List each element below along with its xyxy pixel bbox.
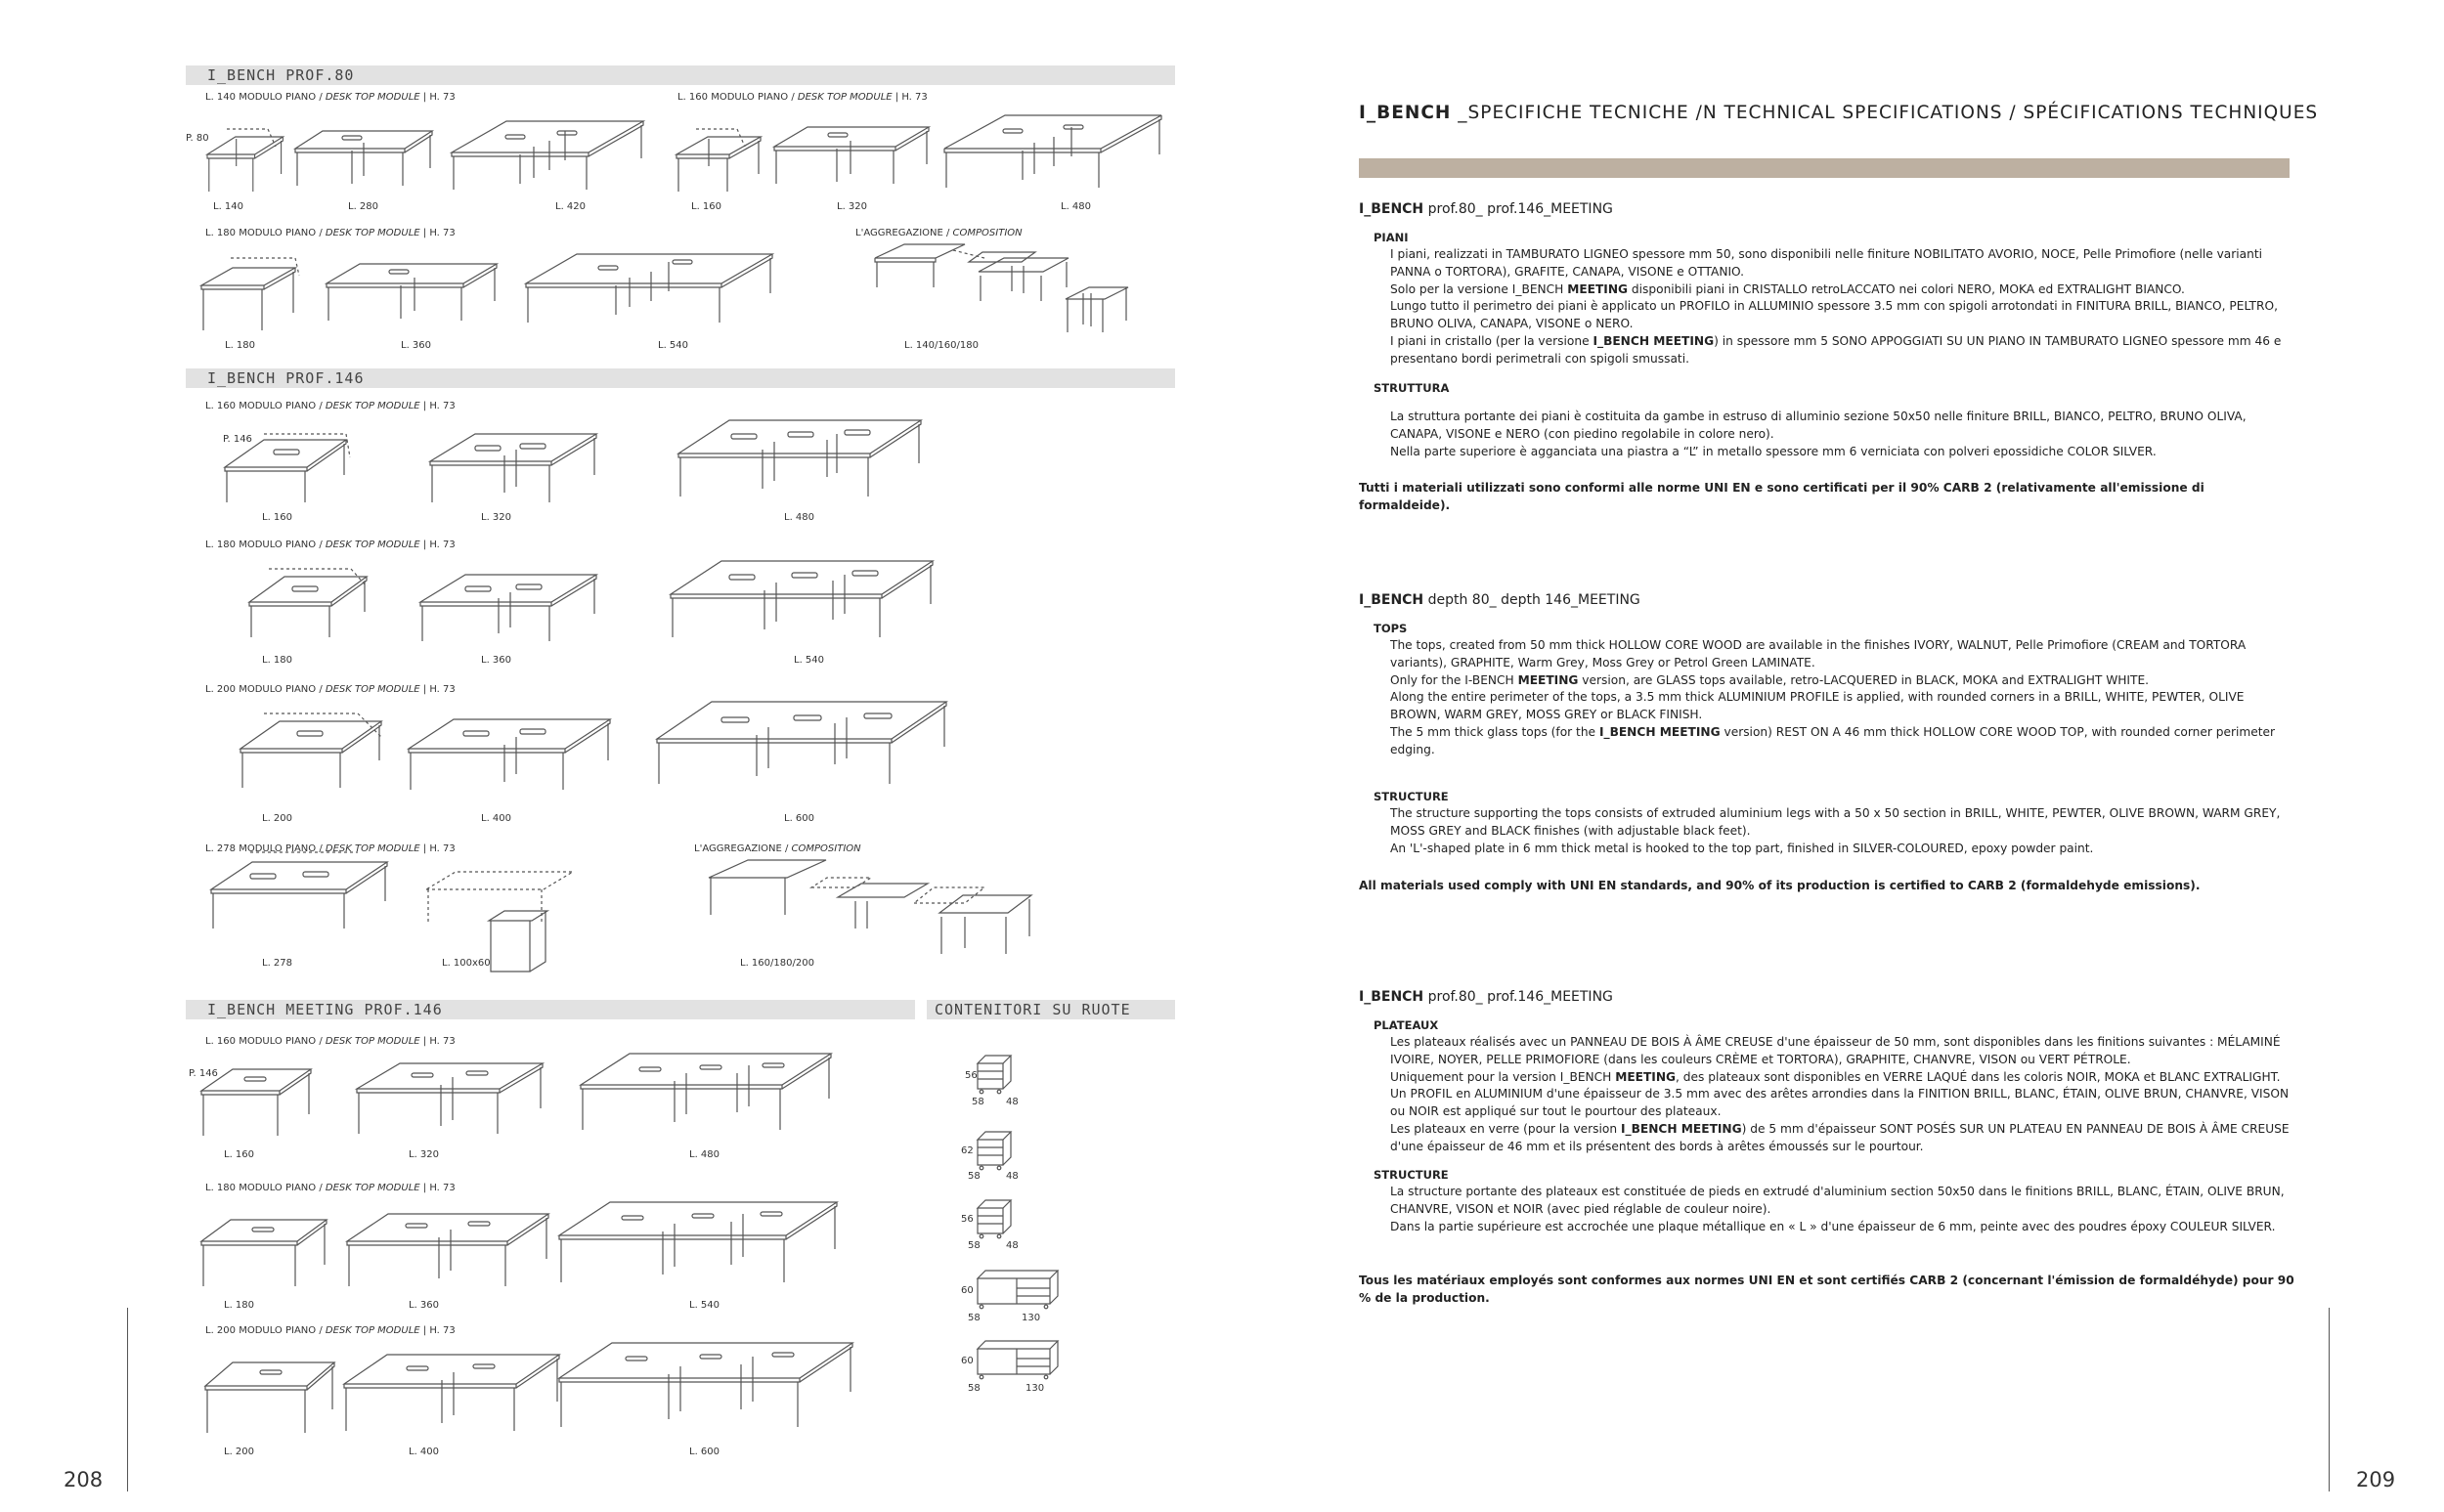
fr-heading: I_BENCH prof.80_ prof.146_MEETING (1359, 989, 1613, 1005)
module-label: L. 180 MODULO PIANO / DESK TOP MODULE | H. 73 (205, 1183, 456, 1193)
container-depth: 48 (1006, 1097, 1019, 1107)
module-label: L. 180 MODULO PIANO / DESK TOP MODULE | H. 73 (205, 228, 456, 238)
dim-label: L. 480 (784, 512, 815, 523)
dim-label: L. 320 (481, 512, 512, 523)
module-label: L. 180 MODULO PIANO / DESK TOP MODULE | H. 73 (205, 540, 456, 550)
section-title-prof80: I_BENCH PROF.80 (186, 65, 1175, 85)
page-rule-left (127, 1308, 128, 1491)
en-certification-note: All materials used comply with UNI EN standards, and 90% of its production is certified to CARB 2 (formaldehyde emissions). (1359, 879, 2201, 892)
dim-label: L. 200 (224, 1447, 255, 1457)
it-piani-text: I piani, realizzati in TAMBURATO LIGNEO spessore mm 50, sono disponibili nelle finiture NOBILITATO AVORIO, NOCE, Pelle Primofiore (nelle varianti PANNA o TORTORA), GRAFITE, CANAPA, VISONE e OTTANIO. Solo per la versione I_BENCH MEETING disponibili piani in CRISTALLO retroLACCATO nei colori NERO, MOKA ed EXTRALIGHT BIANCO. Lungo tutto il perimetro dei piani è applicato un PROFILO in ALLUMINIO spessore 3.5 mm con spigoli arrotondati in FINITURA BRILL, BIANCO, PELTRO, BRUNO OLIVA, CANAPA, VISONE o NERO. I piani in cristallo (per la versione I_BENCH MEETING) in spessore mm 5 SONO APPOGGIATI SU UN PIANO IN TAMBURATO LIGNEO spessore mm 46 e presentano bordi perimetrali con spigoli smussati. (1390, 247, 2282, 366)
composition-label: L'AGGREGAZIONE / COMPOSITION (694, 843, 861, 854)
dim-label: L. 360 (401, 340, 432, 351)
dim-label: L. 320 (837, 201, 868, 212)
fr-certification-note: Tous les matériaux employés sont conformes aux normes UNI EN et sont certifiés CARB 2 (concernant l'émission de formaldéhyde) pour 90 % de la production. (1359, 1274, 2294, 1305)
dim-label: L. 180 (225, 340, 256, 351)
container-height: 56 (961, 1214, 974, 1225)
fr-structure-text: La structure portante des plateaux est constituée de pieds en extrudé d'aluminium section 50x50 dans le finitions BRILL, BLANC, ÉTAIN, OLIVE BRUN, CHANVRE, VISON et NOIR (avec pied réglable de couleur noire). Dans la partie supérieure est accrochée une plaque métallique en « L » d'une épaisseur de 6 mm, peinte avec des poudres époxy COULEUR SILVER. (1390, 1185, 2285, 1233)
module-label: L. 140 MODULO PIANO / DESK TOP MODULE | H. 73 (205, 92, 456, 103)
composition-label: L'AGGREGAZIONE / COMPOSITION (855, 228, 1023, 238)
container-width: 58 (972, 1097, 984, 1107)
en-structure-text: The structure supporting the tops consists of extruded aluminium legs with a 50 x 50 section in BRILL, WHITE, PEWTER, OLIVE BROWN, WARM GREY, MOSS GREY and BLACK finishes (with adjustable black feet). An 'L'-shaped plate in 6 mm thick metal is hooked to the top part, finished in SILVER-COLOURED, epoxy powder paint. (1390, 806, 2281, 855)
section-title-contenitori: CONTENITORI SU RUOTE (927, 1000, 1175, 1019)
dim-label: L. 600 (784, 813, 815, 824)
container-width: 58 (968, 1313, 981, 1323)
dim-label: P. 146 (223, 434, 252, 445)
it-struttura-heading: STRUTTURA (1374, 381, 1450, 395)
fr-plateaux-heading: PLATEAUX (1374, 1018, 1439, 1032)
spec-title: I_BENCH _SPECIFICHE TECNICHE /N TECHNICAL SPECIFICATIONS / SPÉCIFICATIONS TECHNIQUES (1359, 103, 2319, 123)
accent-bar (1359, 158, 2290, 178)
page-rule-right (2329, 1308, 2330, 1491)
dim-label: L. 278 (262, 958, 293, 969)
dim-label: L. 180 (224, 1300, 255, 1311)
container-height: 60 (961, 1356, 974, 1366)
fr-plateaux-text: Les plateaux réalisés avec un PANNEAU DE BOIS À ÂME CREUSE d'une épaisseur de 50 mm, sont disponibles dans les finitions suivantes : MÉLAMINÉ IVOIRE, NOYER, PELLE PRIMOFIORE (dans les couleurs CRÈME et TORTORA), GRAPHITE, CHANVRE, VISON ou VERT PÉTROLE. Uniquement pour la version I_BENCH MEETING, des plateaux sont disponibles en VERRE LAQUÉ dans les coloris NOIR, MOKA et BLANC EXTRALIGHT. Un PROFIL en ALUMINIUM d'une épaisseur de 3.5 mm avec des arêtes arrondies dans la FINITION BRILL, BLANC, ÉTAIN, OLIVE BRUN, CHANVRE, VISON ou NOIR est appliqué sur tout le pourtour des plateaux. Les plateaux en verre (pour la version I_BENCH MEETING) de 5 mm d'épaisseur SONT POSÉS SUR UN PLATEAU EN PANNEAU DE BOIS À ÂME CREUSE d'une épaisseur de 46 mm et ils présentent des bords à arêtes émoussés sur le pourtour. (1390, 1035, 2290, 1153)
dim-label: L. 140/160/180 (904, 340, 979, 351)
dim-label: L. 320 (409, 1149, 440, 1160)
dim-label: L. 160/180/200 (740, 958, 814, 969)
container-width: 58 (968, 1171, 981, 1182)
it-struttura-text: La struttura portante dei piani è costituita da gambe in estruso di alluminio sezione 50x50 nelle finiture BRILL, BIANCO, PELTRO, BRUNO OLIVA, CANAPA, VISONE e NERO (con piedino regolabile in colore nero). Nella parte superiore è agganciata una piastra a “L” in metallo spessore mm 6 verniciata con polveri epossidiche COLOR SILVER. (1390, 410, 2247, 458)
container-depth: 130 (1026, 1383, 1045, 1394)
dim-label: L. 160 (224, 1149, 255, 1160)
en-tops-heading: TOPS (1374, 622, 1408, 635)
container-depth: 130 (1022, 1313, 1041, 1323)
container-width: 58 (968, 1240, 981, 1251)
dim-label: L. 420 (555, 201, 587, 212)
page-number-right: 209 (2356, 1468, 2396, 1491)
section-title-meeting: I_BENCH MEETING PROF.146 (186, 1000, 915, 1019)
dim-label: L. 280 (348, 201, 379, 212)
dim-label: L. 360 (409, 1300, 440, 1311)
it-piani-heading: PIANI (1374, 231, 1409, 244)
page-number-left: 208 (64, 1468, 104, 1491)
en-tops-text: The tops, created from 50 mm thick HOLLOW CORE WOOD are available in the finishes IVORY, WALNUT, Pelle Primofiore (CREAM and TORTORA variants), GRAPHITE, Warm Grey, Moss Grey or Petrol Green LAMINATE. Only for the I-BENCH MEETING version, are GLASS tops available, retro-LACQUERED in BLACK, MOKA and EXTRALIGHT WHITE. Along the entire perimeter of the tops, a 3.5 mm thick ALUMINIUM PROFILE is applied, with rounded corners in a BRILL, WHITE, PEWTER, OLIVE BROWN, WARM GREY, MOSS GREY or BLACK FINISH. The 5 mm thick glass tops (for the I_BENCH MEETING version) REST ON A 46 mm thick HOLLOW CORE WOOD TOP, with rounded corner perimeter edging. (1390, 638, 2276, 756)
dim-label: P. 146 (189, 1068, 218, 1079)
module-label: L. 200 MODULO PIANO / DESK TOP MODULE | H. 73 (205, 1325, 456, 1336)
dim-label: L. 160 (691, 201, 722, 212)
dim-label: L. 180 (262, 655, 293, 666)
dim-label: L. 540 (658, 340, 689, 351)
it-certification-note: Tutti i materiali utilizzati sono conformi alle norme UNI EN e sono certificati per il 90% CARB 2 (relativamente all'emissione di formaldeide). (1359, 481, 2204, 512)
dim-label: L. 140 (213, 201, 244, 212)
dim-label: L. 400 (481, 813, 512, 824)
dim-label: L. 540 (689, 1300, 720, 1311)
en-heading: I_BENCH depth 80_ depth 146_MEETING (1359, 592, 1640, 608)
container-height: 62 (961, 1145, 974, 1156)
dim-label: L. 200 (262, 813, 293, 824)
dim-label: L. 480 (1061, 201, 1092, 212)
dim-label: P. 80 (186, 133, 209, 144)
dim-label: L. 160 (262, 512, 293, 523)
container-width: 58 (968, 1383, 981, 1394)
en-structure-heading: STRUCTURE (1374, 790, 1449, 803)
dim-label: L. 400 (409, 1447, 440, 1457)
module-label: L. 278 MODULO PIANO / DESK TOP MODULE | H. 73 (205, 843, 456, 854)
container-depth: 48 (1006, 1240, 1019, 1251)
dim-label: L. 480 (689, 1149, 720, 1160)
dim-label: L. 360 (481, 655, 512, 666)
container-height: 56 (965, 1070, 978, 1081)
dim-label: L. 100x60 (442, 958, 491, 969)
dim-label: L. 600 (689, 1447, 720, 1457)
module-label: L. 160 MODULO PIANO / DESK TOP MODULE | H. 73 (205, 401, 456, 411)
module-label: L. 160 MODULO PIANO / DESK TOP MODULE | H. 73 (677, 92, 928, 103)
module-label: L. 200 MODULO PIANO / DESK TOP MODULE | H. 73 (205, 684, 456, 695)
it-heading: I_BENCH prof.80_ prof.146_MEETING (1359, 201, 1613, 217)
section-title-prof146: I_BENCH PROF.146 (186, 368, 1175, 388)
container-height: 60 (961, 1285, 974, 1296)
module-label: L. 160 MODULO PIANO / DESK TOP MODULE | H. 73 (205, 1036, 456, 1047)
container-depth: 48 (1006, 1171, 1019, 1182)
fr-structure-heading: STRUCTURE (1374, 1168, 1449, 1182)
dim-label: L. 540 (794, 655, 825, 666)
